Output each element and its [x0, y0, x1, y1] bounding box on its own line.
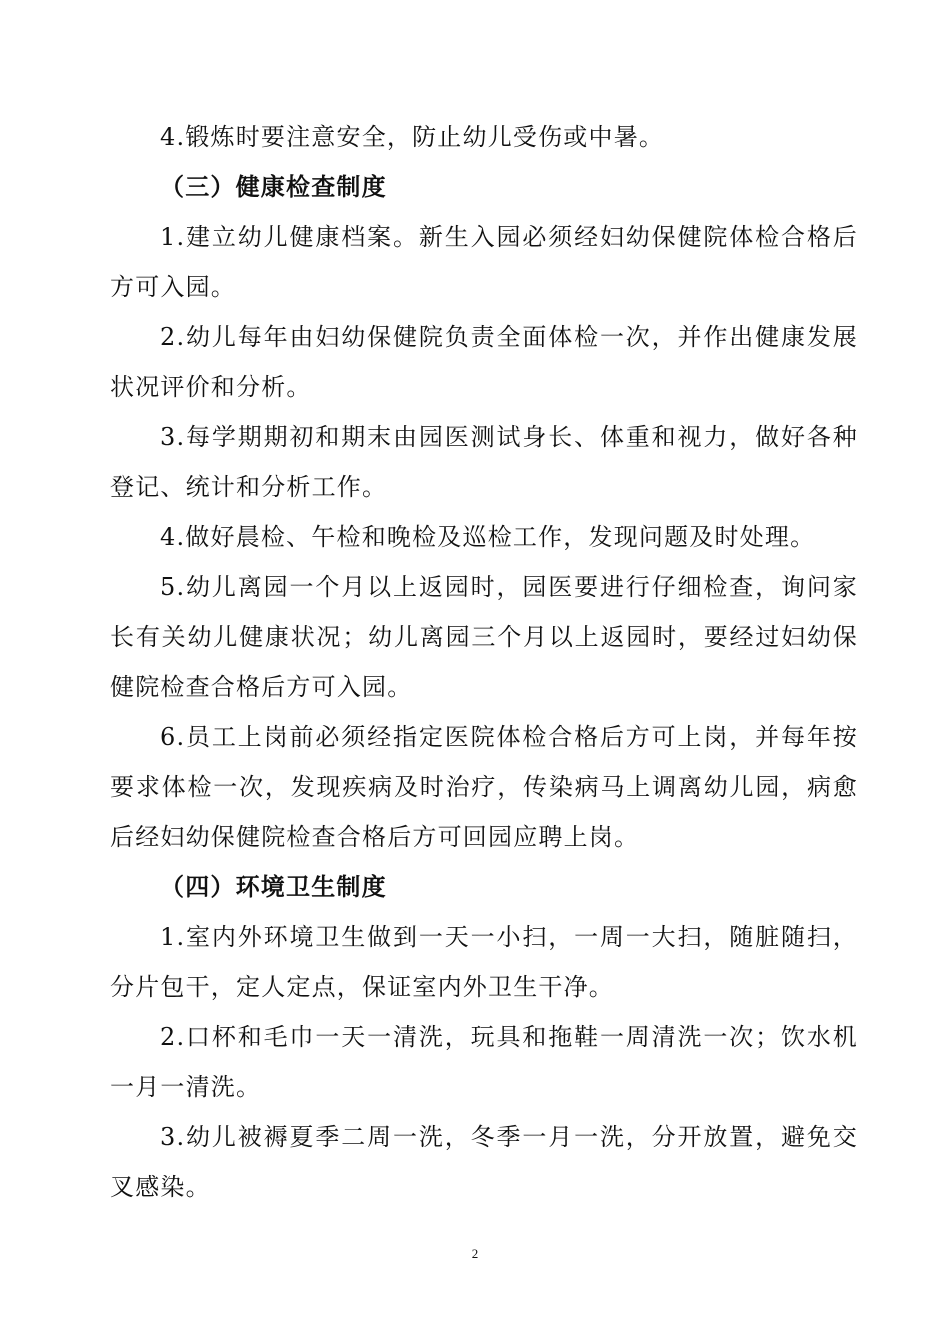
paragraph-daily-inspection: 4.做好晨检、午检和晚检及巡检工作，发现问题及时处理。	[160, 523, 816, 551]
document-body	[110, 112, 858, 1212]
paragraph-annual-checkup: 2.幼儿每年由妇幼保健院负责全面体检一次，并作出健康发展状况评价和分析。	[110, 323, 858, 401]
paragraph-staff-checkup: 6.员工上岗前必须经指定医院体检合格后方可上岗，并每年按要求体检一次，发现疾病及时治疗，传染病马上调离幼儿园，病愈后经妇幼保健院检查合格后方可回园应聘上岗。	[110, 723, 858, 851]
paragraph-semester-measure: 3.每学期期初和期末由园医测试身长、体重和视力，做好各种登记、统计和分析工作。	[110, 423, 858, 501]
section-heading-health-check: （三）健康检查制度	[160, 172, 387, 201]
paragraph-cleaning-schedule: 1.室内外环境卫生做到一天一小扫，一周一大扫，随脏随扫，分片包干，定人定点，保证室内外卫生干净。	[110, 923, 858, 1001]
section-heading-environment: （四）环境卫生制度	[160, 872, 387, 901]
paragraph-cups-towels: 2.口杯和毛巾一天一清洗，玩具和拖鞋一周清洗一次；饮水机一月一清洗。	[110, 1023, 858, 1101]
paragraph-bedding: 3.幼儿被褥夏季二周一洗，冬季一月一洗，分开放置，避免交叉感染。	[110, 1123, 858, 1201]
page-number: 2	[471, 1246, 479, 1261]
paragraph-exercise-safety: 4.锻炼时要注意安全，防止幼儿受伤或中暑。	[160, 123, 665, 151]
paragraph-return-check: 5.幼儿离园一个月以上返园时，园医要进行仔细检查，询问家长有关幼儿健康状况；幼儿离园三个月以上返园时，要经过妇幼保健院检查合格后方可入园。	[110, 573, 858, 701]
paragraph-health-record: 1.建立幼儿健康档案。新生入园必须经妇幼保健院体检合格后方可入园。	[110, 223, 858, 301]
